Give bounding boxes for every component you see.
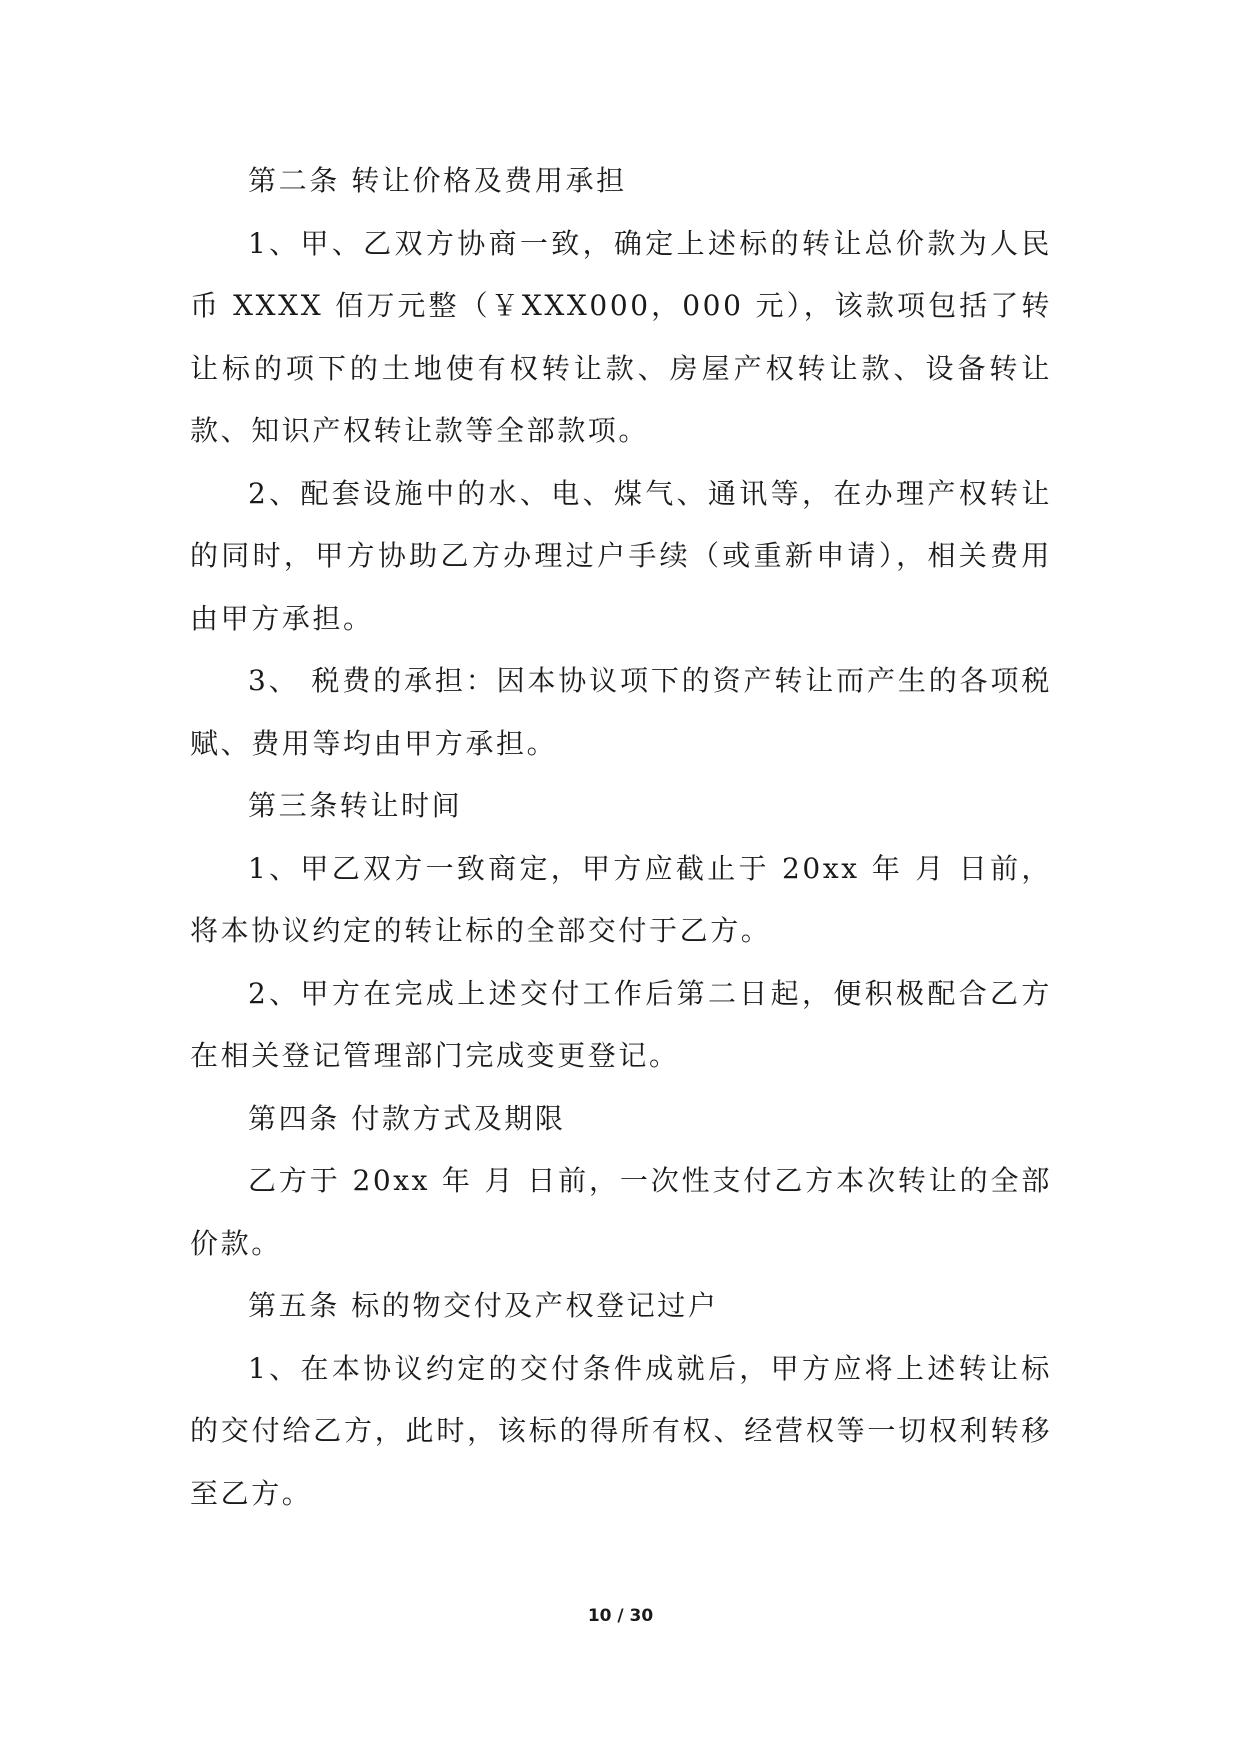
page-number: 10 / 30 xyxy=(587,1606,654,1626)
article-2-item-2: 2、配套设施中的水、电、煤气、通讯等，在办理产权转让的同时，甲方协助乙方办理过户手续（或重新申请），相关费用由甲方承担。 xyxy=(190,476,1052,635)
article-5-heading: 第五条 标的物交付及产权登记过户 xyxy=(248,1289,719,1322)
article-2-item-1: 1、甲、乙双方协商一致，确定上述标的转让总价款为人民币 XXXX 佰万元整（￥XXX000，000 元），该款项包括了转让标的项下的土地使有权转让款、房屋产权转让款、设备转让款、知识产权转让款等全部款项。 xyxy=(190,226,1052,447)
article-5-item-1: 1、在本协议约定的交付条件成就后，甲方应将上述转让标的交付给乙方，此时，该标的得所有权、经营权等一切权利转移至乙方。 xyxy=(190,1351,1052,1510)
article-4-body: 乙方于 20xx 年 月 日前，一次性支付乙方本次转让的全部价款。 xyxy=(190,1164,1052,1260)
article-2-item-3: 3、 税费的承担：因本协议项下的资产转让而产生的各项税赋、费用等均由甲方承担。 xyxy=(190,664,1052,760)
article-3-item-1: 1、甲乙双方一致商定，甲方应截止于 20xx 年 月 日前，将本协议约定的转让标的全部交付于乙方。 xyxy=(190,851,1052,947)
document-body xyxy=(190,150,1052,1525)
article-4-heading: 第四条 付款方式及期限 xyxy=(248,1101,566,1135)
article-3-heading: 第三条转让时间 xyxy=(248,789,463,822)
article-2-heading: 第二条 转让价格及费用承担 xyxy=(248,164,627,197)
article-3-item-2: 2、甲方在完成上述交付工作后第二日起，便积极配合乙方在相关登记管理部门完成变更登记。 xyxy=(190,976,1052,1072)
